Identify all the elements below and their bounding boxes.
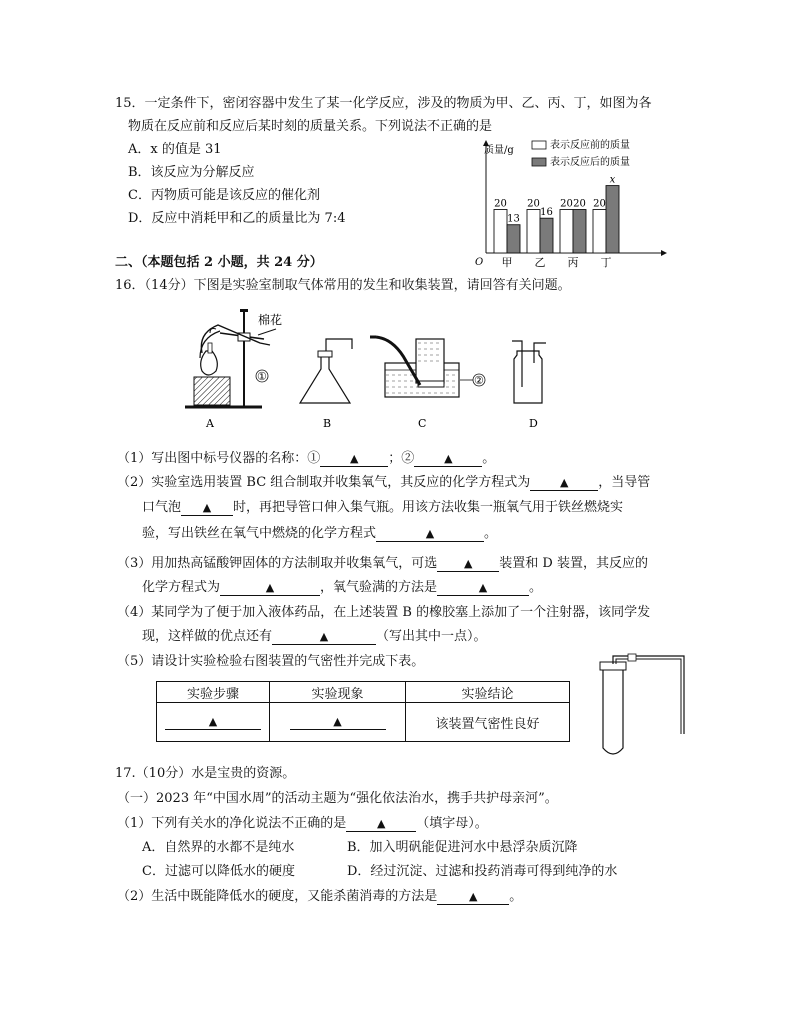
q16-part2-line1 [117, 475, 650, 491]
data-label-after-3: x [609, 174, 616, 186]
q16-stem: 16．（14分）下图是实验室制取气体常用的发生和收集装置，请回答有关问题。 [115, 278, 571, 293]
q16-part1-text-c: 。 [482, 451, 496, 466]
label-b: B [323, 417, 332, 430]
q17-subtitle-1: （一）2023 年“中国水周”的活动主题为“强化依法治水，携手共护母亲河”。 [117, 791, 558, 806]
bar-after-0 [507, 225, 520, 253]
data-label-after-1: 16 [540, 207, 553, 219]
mark-1-label: ① [257, 370, 267, 383]
q16-part3-text-c: 化学方程式为 [142, 580, 221, 595]
q16-part2-line3 [142, 526, 497, 542]
apparatus-c [370, 337, 485, 430]
q16-blank-4[interactable]: ▲ [181, 501, 233, 516]
category-label-3: 丁 [600, 256, 612, 269]
category-label-2: 丙 [567, 256, 579, 269]
q16-part2-text-f: 。 [484, 526, 498, 541]
q16-part3-text-d: ，氧气验满的方法是 [320, 580, 438, 595]
apparatus-b [300, 339, 352, 430]
q17-part2 [117, 889, 522, 905]
data-label-before-2: 20 [560, 198, 573, 210]
q17-blank-2[interactable]: ▲ [437, 890, 509, 905]
q16-blank-10[interactable]: ▲ [165, 715, 261, 730]
data-label-before-3: 20 [593, 198, 606, 210]
q16-part1 [117, 451, 495, 467]
legend-swatch-before [532, 141, 546, 149]
q16-part3-text-e: 。 [529, 580, 543, 595]
q16-part3-line2 [142, 580, 542, 596]
q17-option-c: C．过滤可以降低水的硬度 [142, 864, 295, 879]
q15-option-a: A．x 的值是 31 [128, 142, 222, 157]
q16-part3-line1 [117, 556, 648, 572]
q16-blank-6[interactable]: ▲ [437, 557, 499, 572]
table-header-conclusion: 实验结论 [406, 682, 570, 703]
q16-part2-text-a: （2）实验室选用装置 BC 组合制取并收集氧气，其反应的化学方程式为 [117, 475, 531, 490]
experiment-table [156, 681, 570, 742]
q16-part2-text-e: 验，写出铁丝在氧气中燃烧的化学方程式 [142, 526, 377, 541]
q16-blank-3[interactable]: ▲ [530, 476, 598, 491]
section-2-heading: 二、（本题包括 2 小题，共 24 分） [115, 255, 323, 270]
q17-part1-text-b: （填字母）。 [416, 816, 488, 831]
bar-before-1 [527, 210, 540, 254]
legend-label-before: 表示反应前的质量 [550, 140, 630, 151]
bar-after-3 [606, 186, 619, 253]
apparatus-d [512, 341, 546, 430]
q16-part4-text-a: 现，这样做的优点还有 [142, 629, 273, 644]
apparatus-a [185, 309, 282, 430]
q16-part1-text-b: ；② [388, 451, 415, 466]
q15-stem-line2: 物质在反应前和反应后某时刻的质量关系。下列说法不正确的是 [128, 119, 493, 134]
mark-2-label: ② [474, 374, 484, 387]
airtightness-apparatus [594, 650, 690, 765]
q16-part2-text-d: 时，再把导管口伸入集气瓶。用该方法收集一瓶氧气用于铁丝燃烧实 [233, 500, 624, 515]
q16-part4-line2 [142, 629, 487, 645]
q17-option-b: B．加入明矾能促进河水中悬浮杂质沉降 [347, 840, 578, 855]
bar-group [494, 175, 619, 269]
origin-label: O [475, 257, 484, 268]
q17-part2-text-b: 。 [509, 889, 523, 904]
q16-part2-line2 [142, 500, 623, 516]
q17-part1 [117, 816, 488, 832]
q17-stem: 17.（10分）水是宝贵的资源。 [115, 766, 296, 781]
q17-option-d: D．经过沉淀、过滤和投药消毒可得到纯净的水 [347, 864, 618, 879]
table-header-step: 实验步骤 [157, 682, 270, 703]
label-d: D [529, 417, 538, 430]
table-header-phenomenon: 实验现象 [270, 682, 406, 703]
table-cell-conclusion: 该装置气密性良好 [406, 703, 570, 742]
q16-part2-text-c: 口气泡 [142, 500, 182, 515]
q16-part1-text-a: （1）写出图中标号仪器的名称：① [117, 451, 321, 466]
category-label-0: 甲 [501, 256, 513, 269]
data-label-before-1: 20 [527, 198, 540, 210]
q16-part4-line1: （4）某同学为了便于加入液体药品，在上述装置 B 的橡胶塞上添加了一个注射器，该同学发 [117, 605, 651, 620]
q16-part5-line1: （5）请设计实验检验右图装置的气密性并完成下表。 [117, 654, 425, 669]
q16-blank-5[interactable]: ▲ [376, 527, 484, 542]
q16-blank-1[interactable]: ▲ [320, 452, 388, 467]
apparatus-figure [180, 303, 560, 433]
q16-part2-text-b: ，当导管 [598, 475, 651, 490]
q16-part3-text-a: （3）用加热高锰酸钾固体的方法制取并收集氧气，可选 [117, 556, 438, 571]
table-cell-phenomenon [270, 703, 406, 742]
label-c: C [418, 417, 427, 430]
q17-part2-text-a: （2）生活中既能降低水的硬度，又能杀菌消毒的方法是 [117, 889, 438, 904]
label-a: A [206, 417, 214, 430]
legend-swatch-after [532, 158, 546, 166]
y-axis-label: 质量/g [484, 145, 514, 156]
q15-option-c: C．丙物质可能是该反应的催化剂 [128, 188, 320, 203]
q15-stem-line1: 15．一定条件下，密闭容器中发生了某一化学反应，涉及的物质为甲、乙、丙、丁，如图为各 [115, 96, 652, 111]
bar-before-0 [494, 210, 507, 254]
q16-blank-7[interactable]: ▲ [220, 581, 320, 596]
q16-blank-8[interactable]: ▲ [437, 581, 529, 596]
q16-part3-text-b: 装置和 D 装置，其反应的 [499, 556, 648, 571]
q15-option-d: D．反应中消耗甲和乙的质量比为 7:4 [128, 211, 346, 226]
cotton-label: 棉花 [258, 313, 283, 327]
q17-option-a: A．自然界的水都不是纯水 [142, 840, 295, 855]
category-label-1: 乙 [534, 256, 546, 269]
q15-option-b: B．该反应为分解反应 [128, 165, 255, 180]
data-label-after-0: 13 [507, 213, 520, 225]
data-label-before-0: 20 [494, 198, 507, 210]
q16-blank-9[interactable]: ▲ [272, 630, 376, 645]
data-label-after-2: 20 [573, 198, 586, 210]
table-cell-step [157, 703, 270, 742]
q17-blank-1[interactable]: ▲ [346, 817, 416, 832]
q16-blank-2[interactable]: ▲ [414, 452, 482, 467]
bar-after-2 [573, 210, 586, 254]
mass-bar-chart [470, 136, 680, 271]
bar-before-3 [593, 210, 606, 254]
bar-before-2 [560, 210, 573, 254]
q16-part4-text-b: （写出其中一点）。 [376, 629, 487, 644]
q16-blank-11[interactable]: ▲ [290, 715, 386, 730]
legend-label-after: 表示反应后的质量 [550, 157, 630, 168]
bar-after-1 [540, 218, 553, 253]
q17-part1-text-a: （1）下列有关水的净化说法不正确的是 [117, 816, 347, 831]
